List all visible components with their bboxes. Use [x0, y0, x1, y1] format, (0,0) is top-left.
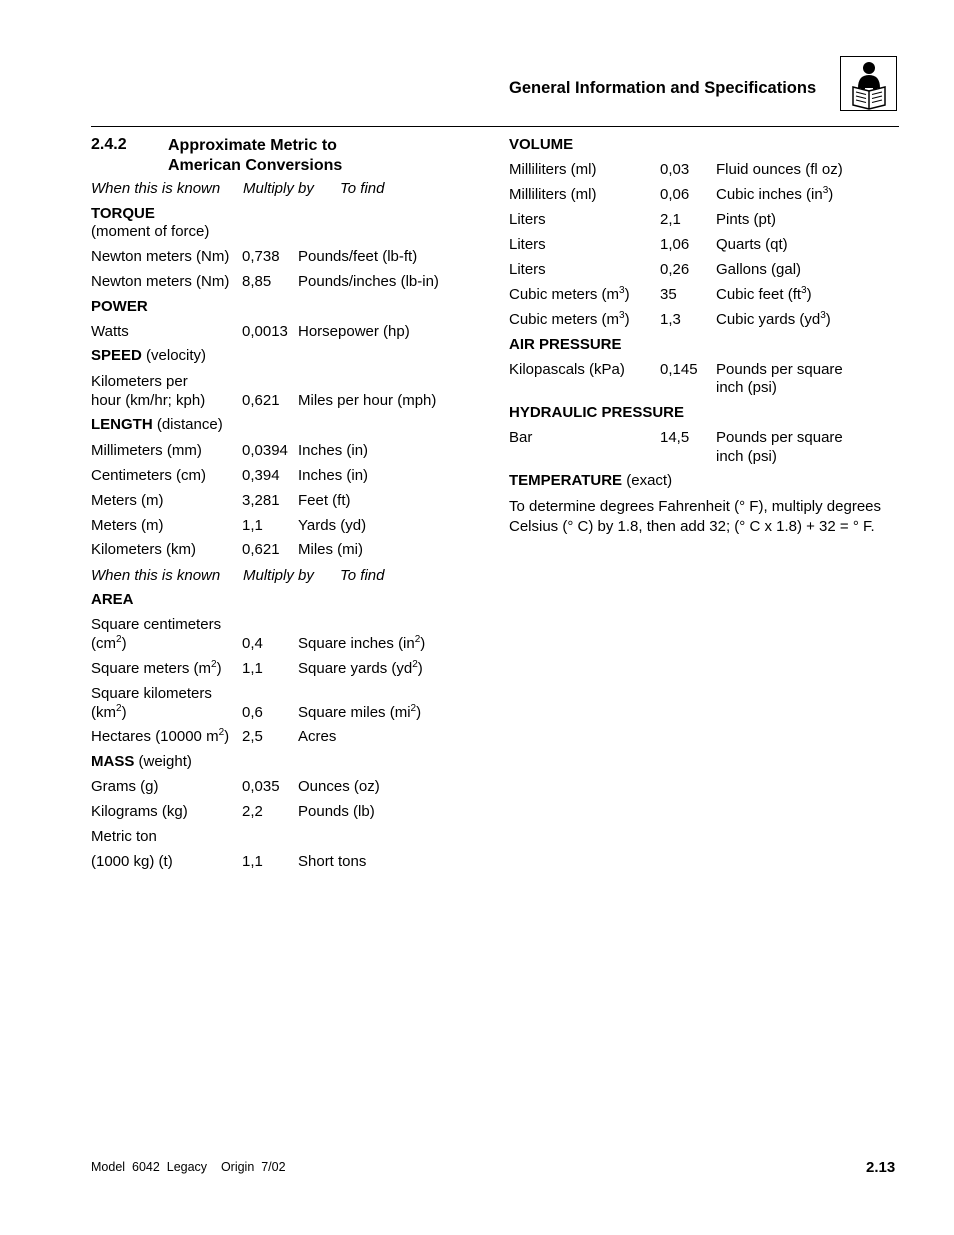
table-row-find: Acres [298, 728, 337, 745]
group-title-temperature: TEMPERATURE (exact) [509, 472, 673, 489]
table-row-known: $(km^2)$ [91, 703, 127, 721]
table-row-factor: 0,6 [242, 704, 263, 721]
table-row-known: Kilopascals (kPa) [509, 361, 625, 378]
table-row-known: Liters [509, 261, 546, 278]
table-row-known: Liters [509, 211, 546, 228]
table-row-find: Square inches $(in^2)$ [298, 634, 426, 652]
table-row-find: Short tons [298, 853, 367, 870]
table-row-factor: 2,2 [242, 803, 263, 820]
table-row-find: Square yards $(yd^2)$ [298, 659, 423, 677]
table-row-factor: 1,1 [242, 853, 263, 870]
table-row-known: Millimeters (mm) [91, 442, 202, 459]
group-note-temperature: (exact) [622, 472, 673, 489]
table-row-known: Newton meters (Nm) [91, 248, 230, 265]
table-row-known: Kilometers (km) [91, 541, 197, 558]
table-row-factor: 0,4 [242, 635, 263, 652]
table-row-known: Square kilometers [91, 685, 212, 702]
table-row-known: Square meters $(m^2)$ [91, 659, 222, 677]
table-row-find: Pounds per square [716, 361, 843, 378]
column-header-known: When this is known [91, 567, 221, 584]
group-title-power: POWER [91, 298, 148, 315]
table-row-factor: 0,035 [242, 778, 280, 795]
table-row-find: Ounces (oz) [298, 778, 380, 795]
table-row-factor: 0,738 [242, 248, 280, 265]
table-row-known: Newton meters (Nm) [91, 273, 230, 290]
table-row-factor: 0,145 [660, 361, 698, 378]
table-row-find: inch (psi) [716, 448, 777, 465]
group-title-mass: MASS (weight) [91, 753, 192, 770]
table-row-factor: 35 [660, 286, 677, 303]
table-row-known: Hectares (10000 $m^2$) [91, 727, 230, 745]
group-note-mass: (weight) [134, 753, 192, 770]
table-row-known: Kilometers per [91, 373, 188, 390]
table-row-known: Kilograms (kg) [91, 803, 188, 820]
table-row-find: Miles (mi) [298, 541, 363, 558]
column-header-find: To find [340, 180, 385, 197]
table-row-factor: 0,394 [242, 467, 280, 484]
table-row-find: Pounds/inches (lb-in) [298, 273, 439, 290]
table-row-factor: 0,06 [660, 186, 690, 203]
table-row-known: Centimeters (cm) [91, 467, 207, 484]
table-row-factor: 0,03 [660, 161, 690, 178]
table-row-find: Horsepower (hp) [298, 323, 410, 340]
table-row-factor: 2,5 [242, 728, 263, 745]
column-header-known: When this is known [91, 180, 221, 197]
section-number: 2.4.2 [91, 136, 127, 153]
group-title-area: AREA [91, 591, 134, 608]
table-row-factor: 1,1 [242, 660, 263, 677]
table-row-factor: 0,0013 [242, 323, 288, 340]
table-row-known: Metric ton [91, 828, 157, 845]
table-row-factor: 1,3 [660, 311, 681, 328]
table-row-find: Pounds/feet (lb-ft) [298, 248, 418, 265]
table-row-known: Cubic meters $(m^3)$ [509, 285, 630, 303]
table-row-find: Fluid ounces (fl oz) [716, 161, 843, 178]
table-row-factor: 0,26 [660, 261, 690, 278]
group-title-torque: TORQUE [91, 205, 155, 222]
table-row-find: Feet (ft) [298, 492, 351, 509]
table-row-known: Meters (m) [91, 517, 164, 534]
table-row-known: Square centimeters [91, 616, 222, 633]
table-row-factor: 3,281 [242, 492, 280, 509]
table-row-factor: 1,1 [242, 517, 263, 534]
table-row-known: Grams (g) [91, 778, 159, 795]
table-row-find: Pints (pt) [716, 211, 777, 228]
group-note-length: (distance) [152, 416, 223, 433]
table-row-find: Inches (in) [298, 442, 369, 459]
table-row-find: Pounds (lb) [298, 803, 375, 820]
table-row-find: Cubic yards $(yd^3)$ [716, 310, 831, 328]
group-title-hydraulic-pressure: HYDRAULIC PRESSURE [509, 404, 685, 421]
table-row-find: Inches (in) [298, 467, 369, 484]
table-row-known: Liters [509, 236, 546, 253]
table-row-known: $(cm^2)$ [91, 634, 127, 652]
table-row-factor: 0,0394 [242, 442, 288, 459]
person-reading-manual-icon [840, 56, 897, 111]
group-title-air-pressure: AIR PRESSURE [509, 336, 622, 353]
table-row-factor: 14,5 [660, 429, 690, 446]
table-row-factor: 2,1 [660, 211, 681, 228]
table-row-factor: 0,621 [242, 541, 280, 558]
table-row-known: Milliliters (ml) [509, 186, 597, 203]
table-row-find: Square miles $(mi^2)$ [298, 703, 422, 721]
table-row-find: Miles per hour (mph) [298, 392, 437, 409]
table-row-known: (1000 kg) (t) [91, 853, 173, 870]
table-row-find: Pounds per square [716, 429, 843, 446]
group-note-speed: (velocity) [141, 347, 207, 364]
column-header-multiply: Multiply by [243, 180, 314, 197]
table-row-find: inch (psi) [716, 379, 777, 396]
table-row-find: Cubic inches $(in^3)$ [716, 185, 834, 203]
page-header-title: General Information and Specifications [509, 79, 817, 97]
column-header-find: To find [340, 567, 385, 584]
table-row-known: hour (km/hr; kph) [91, 392, 206, 409]
group-title-length: LENGTH (distance) [91, 416, 223, 433]
section-title: Approximate Metric to American Conversions [168, 137, 343, 174]
table-row-known: Meters (m) [91, 492, 164, 509]
table-row-factor: 8,85 [242, 273, 272, 290]
group-title-volume: VOLUME [509, 136, 574, 153]
table-row-known: Watts [91, 323, 129, 340]
table-row-find: Yards (yd) [298, 517, 367, 534]
page-number: 2.13 [866, 1159, 896, 1176]
table-row-known: Milliliters (ml) [509, 161, 597, 178]
group-subtitle-torque: (moment of force) [91, 223, 210, 240]
table-row-factor: 1,06 [660, 236, 690, 253]
header-divider [91, 126, 899, 127]
table-row-find: Cubic feet $(ft^3)$ [716, 285, 812, 303]
table-row-find: Gallons (gal) [716, 261, 802, 278]
column-header-multiply: Multiply by [243, 567, 314, 584]
table-row-factor: 0,621 [242, 392, 280, 409]
table-row-known: Cubic meters $(m^3)$ [509, 310, 630, 328]
footer-model-info: Model 6042 Legacy Origin 7/02 [91, 1160, 286, 1174]
table-row-known: Bar [509, 429, 533, 446]
group-title-speed: SPEED (velocity) [91, 347, 207, 364]
table-row-find: Quarts (qt) [716, 236, 788, 253]
temperature-formula-text: To determine degrees Fahrenheit (° F), multiply degrees Celsius (° C) by 1.8, then add 32; (° C x 1.8) + 32 = ° F. [509, 498, 882, 535]
